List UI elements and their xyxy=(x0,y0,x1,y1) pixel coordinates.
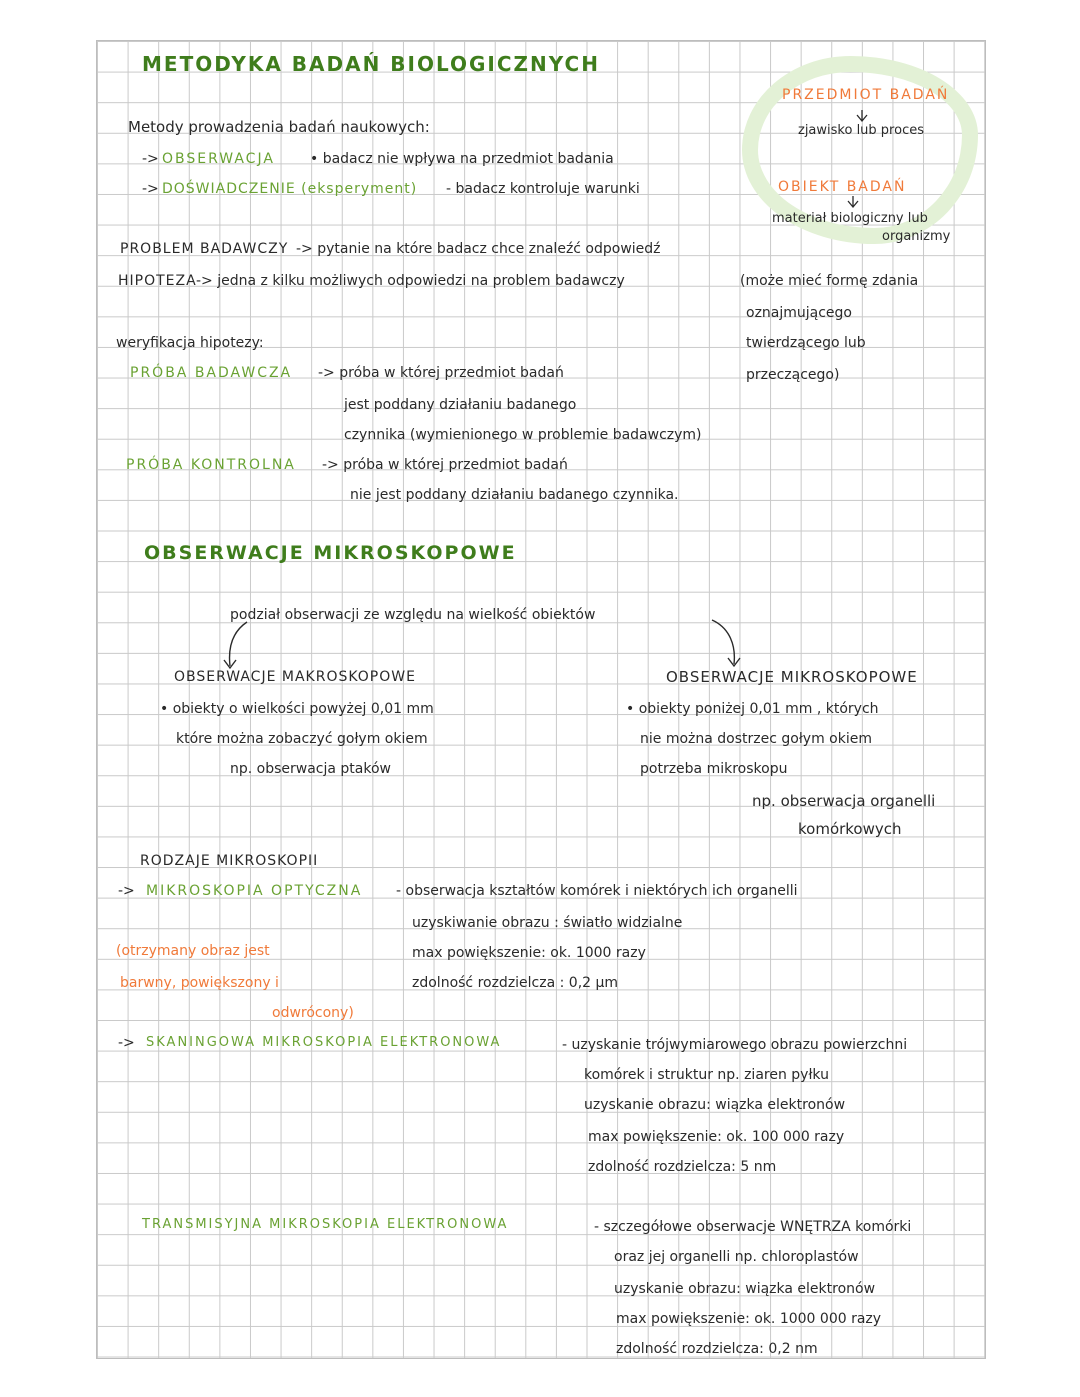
research-line-2: jest poddany działaniu badanego xyxy=(344,397,577,413)
optical-line-4: zdolność rozdzielcza : 0,2 µm xyxy=(412,975,619,991)
arrow-left-curve xyxy=(230,622,247,666)
optical-label: MIKROSKOPIA OPTYCZNA xyxy=(146,883,363,899)
types-title: RODZAJE MIKROSKOPII xyxy=(140,853,319,869)
control-line-1: -> próba w której przedmiot badań xyxy=(322,457,568,473)
optical-arrow: -> xyxy=(118,883,135,899)
subject-desc: zjawisko lub proces xyxy=(798,123,924,138)
sem-line-3: uzyskanie obrazu: wiązka elektronów xyxy=(584,1097,846,1113)
hypothesis-note-2: oznajmującego xyxy=(746,305,852,321)
hypothesis-desc: -> jedna z kilku możliwych odpowiedzi na problem badawczy xyxy=(196,273,625,289)
sem-line-1: - uzyskanie trójwymiarowego obrazu powierzchni xyxy=(562,1037,908,1053)
sem-line-2: komórek i struktur np. ziaren pyłku xyxy=(584,1067,829,1083)
macro-line-3: np. obserwacja ptaków xyxy=(230,761,391,777)
arrow-right-curve xyxy=(712,620,734,664)
hypothesis-note-1: (może mieć formę zdania xyxy=(740,273,919,289)
sem-line-5: zdolność rozdzielcza: 5 nm xyxy=(588,1159,777,1175)
optical-line-3: max powiększenie: ok. 1000 razy xyxy=(412,945,646,961)
micro-section-title: OBSERWACJE MIKROSKOPOWE xyxy=(144,542,517,564)
micro-line-2: nie można dostrzec gołym okiem xyxy=(640,731,872,747)
research-sample-label: PRÓBA BADAWCZA xyxy=(130,365,293,381)
obs-arrow: -> xyxy=(142,151,159,167)
tem-line-4: max powiększenie: ok. 1000 000 razy xyxy=(616,1311,882,1327)
macro-line-2: które można zobaczyć gołym okiem xyxy=(176,731,428,747)
tem-line-5: zdolność rozdzielcza: 0,2 nm xyxy=(616,1341,818,1357)
macro-title: OBSERWACJE MAKROSKOPOWE xyxy=(174,669,416,685)
tem-line-3: uzyskanie obrazu: wiązka elektronów xyxy=(614,1281,876,1297)
control-sample-label: PRÓBA KONTROLNA xyxy=(126,457,296,473)
verification-label: weryfikacja hipotezy: xyxy=(116,335,264,351)
obs-label: OBSERWACJA xyxy=(162,151,275,167)
page-title: METODYKA BADAŃ BIOLOGICZNYCH xyxy=(142,52,600,76)
problem-label: PROBLEM BADAWCZY xyxy=(120,241,289,257)
sem-line-4: max powiększenie: ok. 100 000 razy xyxy=(588,1129,845,1145)
problem-desc: -> pytanie na które badacz chce znaleźć odpowiedź xyxy=(296,241,661,257)
exp-desc: - badacz kontroluje warunki xyxy=(446,181,640,197)
object-desc: materiał biologiczny lub xyxy=(772,211,928,226)
micro-title: OBSERWACJE MIKROSKOPOWE xyxy=(666,668,918,686)
hypothesis-label: HIPOTEZA xyxy=(118,273,197,289)
tem-label: TRANSMISYJNA MIKROSKOPIA ELEKTRONOWA xyxy=(142,1217,509,1232)
control-line-2: nie jest poddany działaniu badanego czynnika. xyxy=(350,487,679,503)
division-label: podział obserwacji ze względu na wielkość obiektów xyxy=(230,607,596,623)
exp-arrow: -> xyxy=(142,181,159,197)
research-line-3: czynnika (wymienionego w problemie badawczym) xyxy=(344,427,702,443)
subject-title: PRZEDMIOT BADAŃ xyxy=(782,87,950,103)
object-title: OBIEKT BADAŃ xyxy=(778,179,907,195)
hypothesis-note-3: twierdzącego lub xyxy=(746,335,866,351)
obs-desc: • badacz nie wpływa na przedmiot badania xyxy=(310,151,614,167)
micro-line-4: np. obserwacja organelli xyxy=(752,792,936,810)
micro-line-5: komórkowych xyxy=(798,820,902,838)
micro-line-1: • obiekty poniżej 0,01 mm , których xyxy=(626,701,879,717)
micro-line-3: potrzeba mikroskopu xyxy=(640,761,788,777)
optical-note-2: barwny, powiększony i xyxy=(120,975,279,991)
optical-note-1: (otrzymany obraz jest xyxy=(116,943,270,959)
tem-line-1: - szczegółowe obserwacje WNĘTRZA komórki xyxy=(594,1219,912,1235)
exp-label: DOŚWIADCZENIE (eksperyment) xyxy=(162,181,418,197)
optical-line-2: uzyskiwanie obrazu : światło widzialne xyxy=(412,915,683,931)
sem-arrow: -> xyxy=(118,1035,135,1051)
sem-label: SKANINGOWA MIKROSKOPIA ELEKTRONOWA xyxy=(146,1035,502,1050)
hypothesis-note-4: przeczącego) xyxy=(746,367,840,383)
object-desc-2: organizmy xyxy=(882,229,951,244)
macro-line-1: • obiekty o wielkości powyżej 0,01 mm xyxy=(160,701,434,717)
research-line-1: -> próba w której przedmiot badań xyxy=(318,365,564,381)
optical-note-3: odwrócony) xyxy=(272,1005,354,1021)
methods-intro: Metody prowadzenia badań naukowych: xyxy=(128,118,430,136)
tem-line-2: oraz jej organelli np. chloroplastów xyxy=(614,1249,859,1265)
optical-line-1: - obserwacja kształtów komórek i niektórych ich organelli xyxy=(396,883,798,899)
